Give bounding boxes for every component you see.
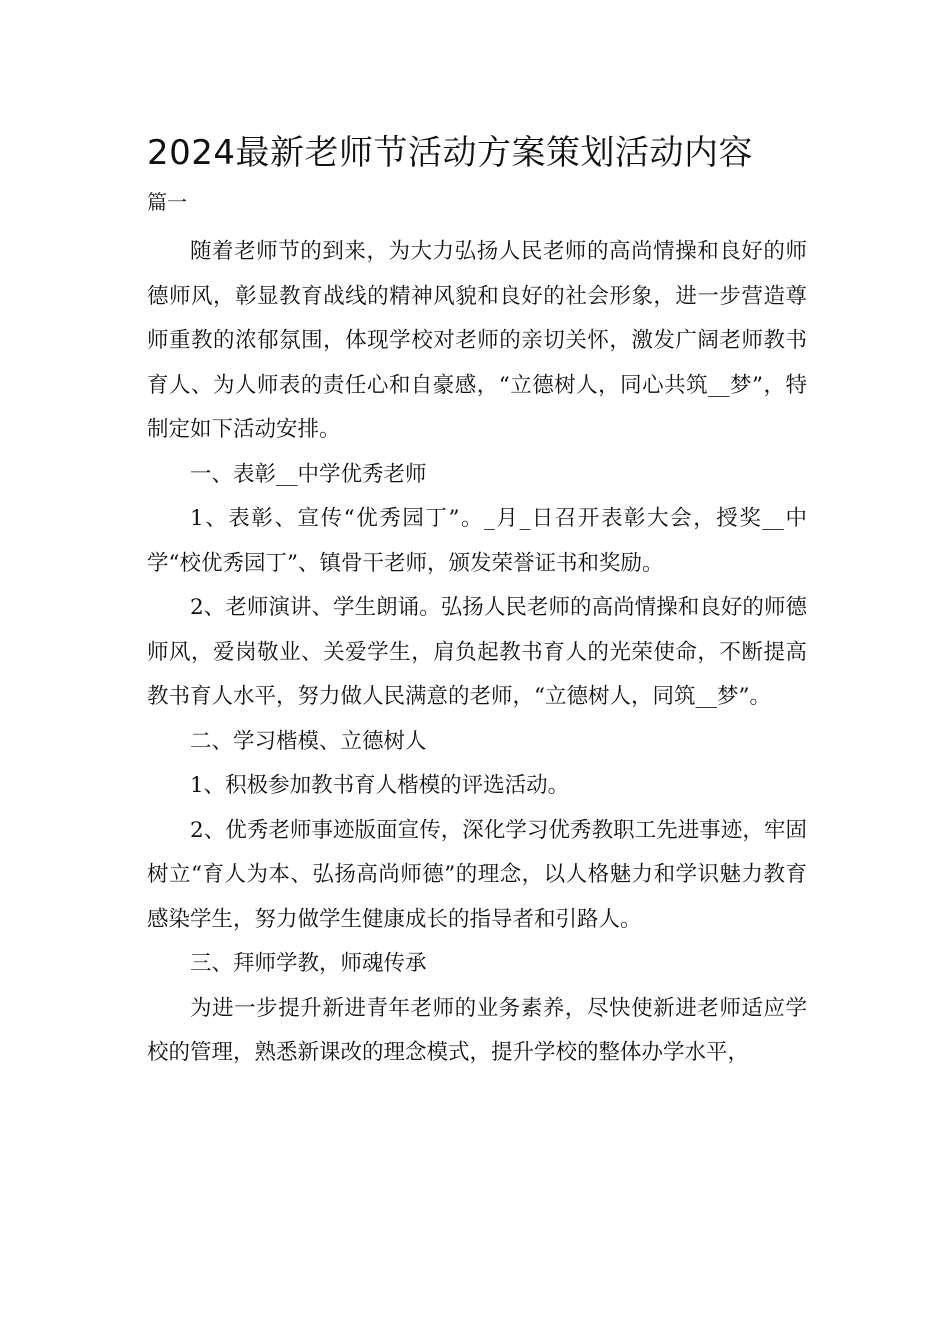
heading-commend-teachers: 一、表彰__中学优秀老师 (190, 461, 427, 487)
paragraph-commend-item-1: 1、表彰、宣传“优秀园丁”。_月_日召开表彰大会，授奖__中学“校优秀园丁”、镇骨干老师，颁发荣誉证书和奖励。 (147, 506, 807, 576)
paragraph-learn-item-1: 1、积极参加教书育人楷模的评选活动。 (190, 773, 570, 798)
document-title: 2024最新老师节活动方案策划活动内容 (147, 133, 754, 173)
paragraph-intro: 随着老师节的到来，为大力弘扬人民老师的高尚情操和良好的师德师风，彰显教育战线的精神风貌和良好的社会形象，进一步营造尊师重教的浓郁氛围，体现学校对老师的亲切关怀，激发广阔老师教书育人、为人师表的责任心和自豪感，“立德树人，同心共筑__梦”，特制定如下活动安排。 (147, 239, 807, 442)
section-label: 篇一 (147, 190, 187, 214)
heading-learn-models: 二、学习楷模、立德树人 (190, 728, 427, 754)
heading-mentorship: 三、拜师学教，师魂传承 (190, 951, 427, 976)
paragraph-commend-item-2: 2、老师演讲、学生朗诵。弘扬人民老师的高尚情操和良好的师德师风，爱岗敬业、关爱学生，肩负起教书育人的光荣使命，不断提高教书育人水平，努力做人民满意的老师，“立德树人，同筑__梦”。 (147, 595, 807, 709)
document-body (147, 230, 807, 1076)
paragraph-learn-item-2: 2、优秀老师事迹版面宣传，深化学习优秀教职工先进事迹，牢固树立“育人为本、弘扬高尚师德”的理念，以人格魅力和学识魅力教育感染学生，努力做学生健康成长的指导者和引路人。 (147, 817, 807, 932)
paragraph-mentorship: 为进一步提升新进青年老师的业务素养，尽快使新进老师适应学校的管理，熟悉新课改的理念模式，提升学校的整体办学水平， (147, 995, 807, 1065)
